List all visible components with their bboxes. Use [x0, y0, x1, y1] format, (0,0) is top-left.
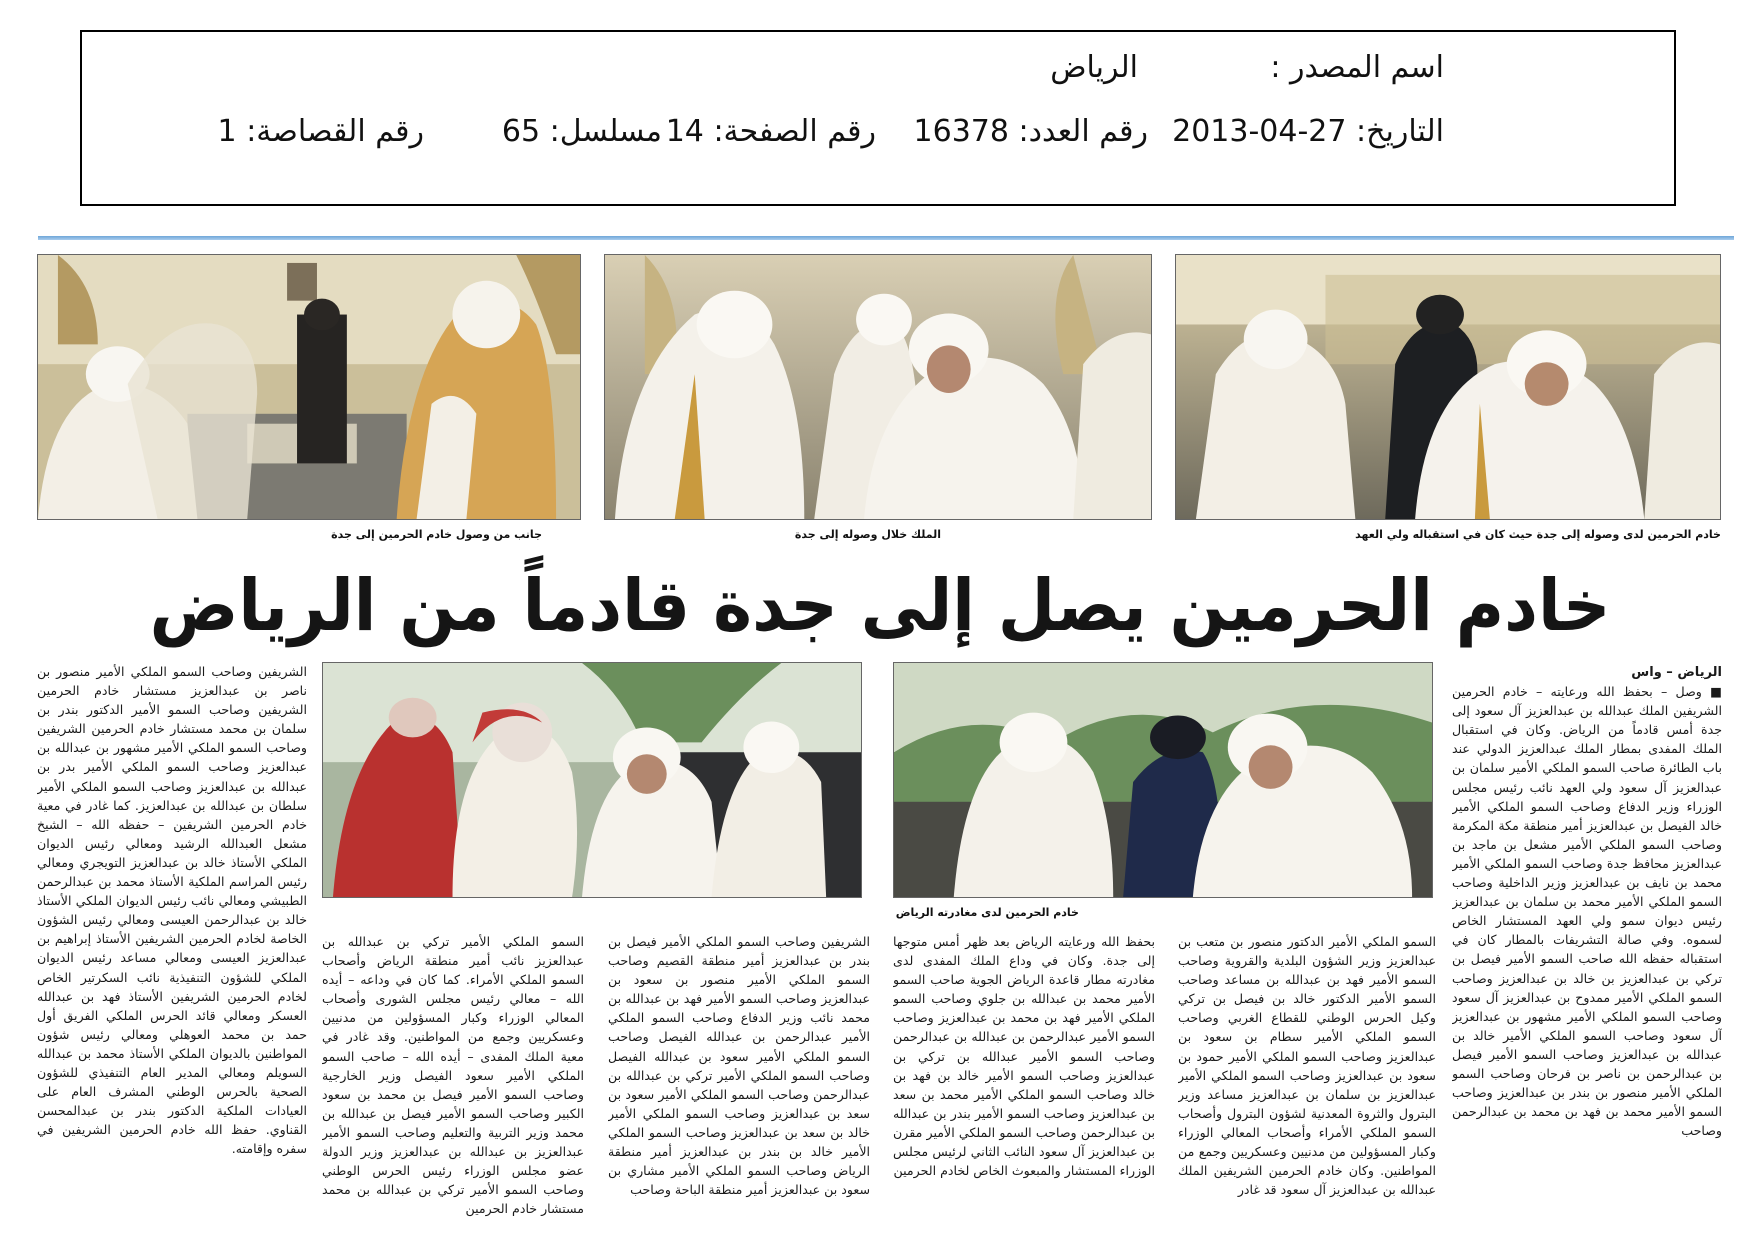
- article-headline: خادم الحرمين يصل إلى جدة قادماً من الرياض: [149, 563, 1611, 648]
- photo-reception-hall: [37, 254, 581, 520]
- photo-king-arrival-jeddah: [604, 254, 1152, 520]
- date-label: التاريخ:: [1356, 114, 1444, 149]
- source-field: [1260, 50, 1444, 85]
- date-value: 2013-04-27: [1172, 114, 1347, 149]
- page-value: 14: [665, 114, 704, 149]
- source-info-box: [80, 30, 1676, 206]
- issue-label: رقم العدد:: [1018, 114, 1148, 149]
- article-column-5: [322, 932, 584, 1240]
- article-column-2-text: السمو الملكي الأمير الدكتور منصور بن متعب بن عبدالعزيز وزير الشؤون البلدية والقروية وصاحب السمو الأمير فهد بن عبدالله بن مساعد وصاحب السمو الأمير الدكتور خالد بن فيصل بن تركي وكيل الحرس الوطني للقطاع الغربي وصاحب السمو الملكي الأمير سطام بن سعود بن عبدالعزيز وصاحب السمو الملكي الأمير حمود بن سعود بن عبدالعزيز وصاحب السمو الملكي الأمير عبدالعزيز بن سلمان بن عبدالعزيز مساعد وزير البترول والثروة المعدنية لشؤون البترول وأصحاب السمو الملكي الأمراء وأصحاب المعالي الوزراء وكبار المسؤولين من مدنيين وعسكريين وجمع من المواطنين. وكان خادم الحرمين الشريفين الملك عبدالله بن عبدالعزيز آل سعود قد غادر: [1178, 934, 1436, 1198]
- clip-label: رقم القصاصة:: [246, 114, 424, 149]
- photo-king-welcome-crown-prince: [1175, 254, 1721, 520]
- serial-field: [502, 114, 662, 149]
- article-column-4: [608, 932, 870, 1240]
- date-field: [1172, 114, 1444, 149]
- caption-top-middle: الملك خلال وصوله إلى جدة: [794, 528, 941, 541]
- page-field: [666, 114, 876, 149]
- photo-king-departure-left: [322, 662, 862, 898]
- article-column-6-text: الشريفين وصاحب السمو الملكي الأمير منصور بن ناصر بن عبدالعزيز مستشار خادم الحرمين الشريفين وصاحب السمو الأمير الدكتور بندر بن سلمان بن محمد مستشار خادم الحرمين الشريفين وصاحب السمو الملكي الأمير مشهور بن عبدالله بن عبدالعزيز وصاحب السمو الملكي الأمير بدر بن عبدالله بن عبدالعزيز وصاحب السمو الملكي الأمير سلطان بن عبدالله بن عبدالعزيز. كما غادر في معية خادم الحرمين الشريفين – حفظه الله – الشيخ مشعل العبدالله الرشيد ومعالي رئيس الديوان الملكي الأستاذ خالد بن عبدالعزيز التويجري ومعالي رئيس المراسم الملكية الأستاذ محمد بن عبدالرحمن الطبيشي ومعالي نائب رئيس الديوان الملكي الأستاذ خالد بن عبدالرحمن العيسى ومعالي رئيس الشؤون الخاصة لخادم الحرمين الشريفين الأستاذ إبراهيم بن عبدالعزيز العيسى ومعالي مساعد رئيس الديوان الملكي للشؤون التنفيذية نائب السكرتير الخاص لخادم الحرمين الشريفين الأستاذ فهد بن عبدالله العسكر ومعالي قائد الحرس الملكي الفريق أول حمد بن محمد العوهلي ومعالي رئيس شؤون المواطنين بالديوان الملكي الأستاذ محمد بن عبدالله السويلم ومعالي المدير العام التنفيذي للشؤون الصحية بالحرس الوطني المشرف العام على العيادات الملكية الدكتور بندر بن عبدالمحسن القناوي. حفظ الله خادم الحرمين الشريفين في سفره وإقامته.: [37, 664, 307, 1157]
- article-column-1-text: ■ وصل – بحفظ الله ورعايته – خادم الحرمين الشريفين الملك عبدالله بن عبدالعزيز آل سعود إلى جدة أمس قادماً من الرياض. وكان في استقبال الملك المفدى بمطار الملك عبدالعزيز الدولي عند باب الطائرة صاحب السمو الملكي الأمير سلمان بن عبدالعزيز آل سعود ولي العهد نائب رئيس مجلس الوزراء وزير الدفاع وصاحب السمو الملكي الأمير خالد الفيصل بن عبدالعزيز أمير منطقة مكة المكرمة وصاحب السمو الملكي الأمير مشعل بن ماجد بن عبدالعزيز محافظ جدة وصاحب السمو الملكي الأمير محمد بن نايف بن عبدالعزيز وزير الداخلية وصاحب السمو الملكي الأمير محمد بن سلمان بن عبدالعزيز رئيس ديوان سمو ولي العهد المستشار الخاص لسموه. وفي صالة التشريفات بالمطار كان في استقباله حفظه الله صاحب السمو الأمير فيصل بن تركي بن عبدالعزيز بن خالد بن عبدالعزيز وصاحب السمو الملكي الأمير ممدوح بن عبدالعزيز آل سعود وصاحب السمو الملكي الأمير مشهور بن عبدالعزيز آل سعود وصاحب السمو الملكي الأمير خالد بن عبدالله بن عبدالعزيز وصاحب السمو الأمير فيصل بن عبدالرحمن بن ناصر بن فرحان وصاحب السمو الملكي الأمير منصور بن بندر بن عبدالعزيز وصاحب السمو الأمير محمد بن فهد بن محمد بن عبدالرحمن وصاحب: [1452, 684, 1722, 1139]
- article-column-6: [37, 662, 307, 1240]
- source-value: الرياض: [1050, 50, 1138, 85]
- article-dateline: الرياض – واس: [1631, 665, 1722, 680]
- clip-value: 1: [217, 114, 237, 149]
- caption-top-left: جانب من وصول خادم الحرمين إلى جدة: [331, 528, 542, 541]
- caption-bottom: خادم الحرمين لدى مغادرته الرياض: [895, 906, 1079, 919]
- source-label: اسم المصدر :: [1270, 50, 1444, 85]
- caption-top-right: خادم الحرمين لدى وصوله إلى جدة حيث كان في استقباله ولي العهد: [1355, 528, 1721, 541]
- article-column-2: [1178, 932, 1436, 1240]
- clip-field: [218, 114, 424, 149]
- serial-label: مسلسل:: [549, 114, 662, 149]
- serial-value: 65: [501, 114, 541, 149]
- issue-value: 16378: [913, 114, 1009, 149]
- article-column-4-text: الشريفين وصاحب السمو الملكي الأمير فيصل بن بندر بن عبدالعزيز أمير منطقة القصيم وصاحب السمو الملكي الأمير منصور بن سعود بن عبدالعزيز وصاحب السمو الأمير فهد بن عبدالله بن محمد نائب وزير الدفاع وصاحب السمو الملكي الأمير عبدالرحمن بن عبدالله الفيصل وصاحب السمو الملكي الأمير سعود بن عبدالله الفيصل وصاحب السمو الملكي الأمير تركي بن عبدالله بن عبدالرحمن وصاحب السمو الملكي الأمير سعود بن سعد بن عبدالعزيز وصاحب السمو الملكي الأمير خالد بن سعد بن عبدالعزيز وصاحب السمو الملكي الأمير خالد بن بندر بن عبدالعزيز أمير منطقة الرياض وصاحب السمو الملكي الأمير مشاري بن سعود بن عبدالعزيز أمير منطقة الباحة وصاحب: [608, 934, 870, 1198]
- article-column-5-text: السمو الملكي الأمير تركي بن عبدالله بن عبدالعزيز نائب أمير منطقة الرياض وأصحاب السمو الملكي الأمراء. كما كان في وداعه – أيده الله – معالي رئيس مجلس الشورى وأصحاب المعالي الوزراء وكبار المسؤولين من مدنيين وعسكريين وجمع من المواطنين. وقد غادر في معية الملك المفدى – أيده الله – صاحب السمو الملكي الأمير سعود الفيصل وزير الخارجية وصاحب السمو الأمير فيصل بن محمد بن سعود الكبير وصاحب السمو الأمير فيصل بن عبدالله بن محمد وزير التربية والتعليم وصاحب السمو الأمير عبدالعزيز بن عبدالله بن عبدالعزيز وزير الدولة عضو مجلس الوزراء رئيس الحرس الوطني وصاحب السمو الأمير تركي بن عبدالله بن محمد مستشار خادم الحرمين: [322, 934, 584, 1217]
- top-blue-rule: [38, 236, 1734, 240]
- article-column-3: [893, 932, 1155, 1240]
- article-column-1: [1452, 662, 1722, 1240]
- page-label: رقم الصفحة:: [713, 114, 876, 149]
- issue-field: [914, 114, 1148, 149]
- article-column-3-text: بحفظ الله ورعايته الرياض بعد ظهر أمس متوجها إلى جدة. وكان في وداع الملك المفدى لدى مغادرته مطار قاعدة الرياض الجوية صاحب السمو الأمير محمد بن عبدالله بن جلوي وصاحب السمو الملكي الأمير فهد بن محمد بن عبدالعزيز وصاحب السمو الأمير عبدالرحمن بن عبدالله بن عبدالرحمن وصاحب السمو الأمير عبدالله بن تركي بن عبدالعزيز وصاحب السمو الأمير خالد بن فهد بن خالد وصاحب السمو الملكي الأمير محمد بن سعد بن عبدالعزيز وصاحب السمو الأمير بندر بن عبدالله بن عبدالرحمن وصاحب السمو الملكي الأمير مقرن بن عبدالعزيز آل سعود النائب الثاني لرئيس مجلس الوزراء المستشار والمبعوث الخاص لخادم الحرمين: [893, 934, 1155, 1179]
- photo-king-departure-right: [893, 662, 1433, 898]
